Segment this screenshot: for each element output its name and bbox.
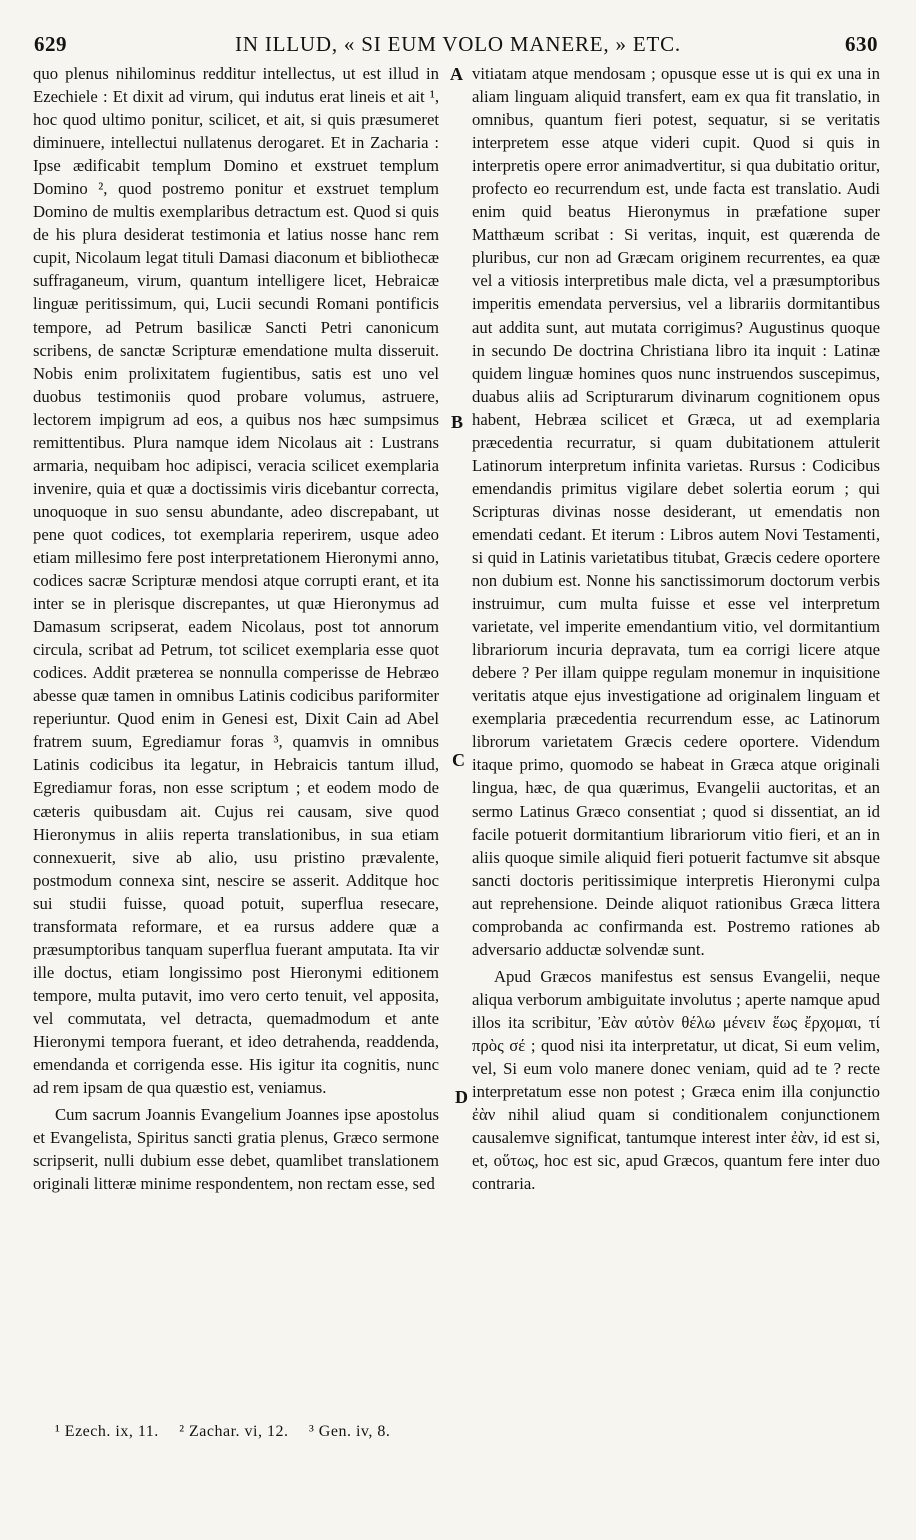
running-title: IN ILLUD, « SI EUM VOLO MANERE, » ETC. bbox=[235, 32, 681, 56]
margin-marker-b: B bbox=[451, 412, 464, 432]
left-column bbox=[33, 62, 439, 1195]
page-number-right: 630 bbox=[845, 32, 878, 56]
page-number-left: 629 bbox=[34, 32, 67, 56]
paragraph: vitiatam atque mendosam ; opusque esse ut is qui ex una in aliam linguam aliquid transfert, eam ex qua fit translatio, in omnibus, quantum fieri potest, sequatur, si se veritatis interpretem esse atque videri cupit. Quod si quis in interpretis opere error animadvertitur, si qua dubitatio oritur, profecto eo recurrendum est, unde facta est translatio. Audi enim quid beatus Hieronymus in præfatione super Matthæum scribat : Si veritas, inquit, est quærenda de pluribus, cur non ad Græcam originem recurrentes, ea quæ vel a vitiosis interpretibus male dicta, vel a præsumptoribus imperitis emendata perversius, vel a librariis dormitantibus aut addita sunt, aut mutata corrigimus? Augustinus quoque in secundo De doctrina Christiana libro ita inquit : Latinæ quidem linguæ homines quos nunc instruendos suscepimus, duabus aliis ad Scripturarum divinarum cognitionem opus habent, Hebræa scilicet et Græca, ut ad exemplaria præcedentia recurratur, si quam dubitationem attulerit Latinorum interpretum infinita varietas. Rursus : Codicibus emendandis primitus vigilare debet solertia eorum ; qui Scripturas divinas nosse desiderant, ut emendatis non emendati cedant. Et iterum : Libros autem Novi Testamenti, si quid in Latinis varietatibus titubat, Græcis cedere oportere non dubium est. Nonne his sanctissimorum doctorum verbis instruimur, cum multa fuisse et esse vel interpretum varietate, vel imperite emendantium vitio, vel dormitantium librariorum incuria depravata, tum ea corrigi licere atque debere ? Per illam quippe regulam monemur in inquisitione veritatis atque ejus investigatione ad originalem linguam et exemplaria præcedentia recurrendum esse, ac Latinorum librorum varietatem Græcis cedere oportere. Videndum itaque primo, quomodo se habeat in Græca atque originali lingua, hæc, de qua quærimus, Evangelii auctoritas, et an sermo Latinus Græco consentiat ; quod si dissentiat, an id facile potuerit dormitantium librariorum vitio fieri, et an in aliis quoque simile aliquid fieri potuerit factumve sit absque sancti doctoris peritissimique interpretis Hieronymi culpa aut reprehensione. Deinde aliquot rationibus Græca littera comprobanda ac confirmanda est. Postremo rationes ab adversario adductæ solvendæ sunt. bbox=[472, 64, 880, 959]
paragraph: Apud Græcos manifestus est sensus Evangelii, neque aliqua verborum ambiguitate involutus ; aperte namque apud illos ita scribitur, Ἐὰν αὐτὸν θέλω μένειν ἕως ἔρχομαι, τί πρὸς σέ ; quod nisi ita interpretatur, ut dicat, Si eum velim, vel, Si eum volo manere donec veniam, quid ad te ? recte interpretatum esse non potest ; Græca enim illa conjunctio ἐὰν nihil aliud quam si conditionalem conjunctionem causalemve significat, tantumque interest inter ἐὰν, id est si, et, οὕτως, hoc est sic, apud Græcos, quantum fere inter duo contraria. bbox=[472, 966, 880, 1194]
paragraph: quo plenus nihilominus redditur intellectus, ut est illud in Ezechiele : Et dixit ad virum, qui indutus erat lineis et ait ¹, hoc quod ultimo ponitur, scilicet, et ait, si quis præsumeret diminuere, intellectui nullatenus derogaret. Et in Zacharia : Ipse ædificabit templum Domino et exstruet templum Domino ², quod postremo ponitur et exstruet templum Domino de multis exemplaribus detractum est. Quod si quis de his plura desiderat testimonia et latius nosse hanc rem cupit, Nicolaum legat tituli Damasi diaconum et bibliothecæ suffraganeum, virum, quantum intelligere licet, Hebraicæ linguæ peritissimum, qui, Lucii secundi Romani pontificis tempore, ad Petrum basilicæ Sancti Petri canonicum scribens, de sanctæ Scripturæ emendatione multa disseruit. Nobis enim prolixitatem fugientibus, satis est uno vel duobus testimoniis quod probare volumus, astruere, lectorem impigrum ad eos, a quibus nos hæc sumpsimus remittentibus. Plura namque idem Nicolaus ait : Lustrans armaria, nequibam hoc adipisci, veracia scilicet exemplaria invenire, quia et quæ a doctissimis viris dicebantur correcta, unoquoque in suo sensu abundante, adeo discrepabant, ut pene quot codices, tot exemplaria reperirem, usque adeo etiam millesimo fere post interpretationem Hieronymi anno, codices sacræ Scripturæ mendosi atque corrupti erant, et ita inter se in plerisque discrepantes, ut quæ Hieronymus ad Damasum scripserat, eadem Nicolaus, post tot annorum circula, scribat ad Petrum, tot scilicet exemplaria esse quot codices. Addit præterea se nonnulla comperisse de Hebræo abesse quæ tamen in omnibus Latinis codicibus pariformiter reperiuntur. Quod enim in Genesi est, Dixit Cain ad Abel fratrem suum, Egrediamur foras ³, quamvis in omnibus Latinis codicibus ita legatur, in Hebraicis tantum illud, Egrediamur foras, non esse scriptum ; et eodem modo de cæteris quibusdam ait. Cujus rei causam, sive quod Hieronymus in aliis reperta translationibus, in sua etiam connexuerit, sive ab alio, usu pristino prævalente, postmodum connexa sint, nescire se asserit. Additque hoc sui studii fuisse, quoad potuit, superflua resecare, transformata reformare, et ea rursus addere quæ a præsumptoribus tanquam superflua fuerant amputata. Ita vir ille doctus, etiam longissimo post Hieronymi editionem tempore, multa putavit, imo vero certo tenuit, vel apposita, vel commutata, vel detracta, quemadmodum et ante Hieronymi tempora fuerant, et ideo detrahenda, readdenda, emendanda et corrigenda esse. His igitur ita cognitis, nunc ad rem ipsam de qua quæstio est, veniamus. bbox=[33, 64, 439, 1098]
right-column bbox=[472, 62, 880, 1195]
footnote: ² Zachar. vi, 12. bbox=[179, 1423, 289, 1440]
footnote: ¹ Ezech. ix, 11. bbox=[55, 1423, 159, 1440]
margin-marker-c: C bbox=[452, 750, 465, 770]
footnote: ³ Gen. iv, 8. bbox=[309, 1423, 391, 1440]
footnotes bbox=[55, 1423, 406, 1441]
margin-marker-a: A bbox=[450, 64, 463, 84]
paragraph: Cum sacrum Joannis Evangelium Joannes ipse apostolus et Evangelista, Spiritus sancti gratia plenus, Græco sermone scripserit, nulli dubium esse debet, quamlibet translationem originali litteræ minime respondentem, non rectam esse, sed bbox=[33, 1105, 439, 1194]
margin-marker-d: D bbox=[455, 1087, 468, 1107]
page-header bbox=[30, 32, 886, 62]
